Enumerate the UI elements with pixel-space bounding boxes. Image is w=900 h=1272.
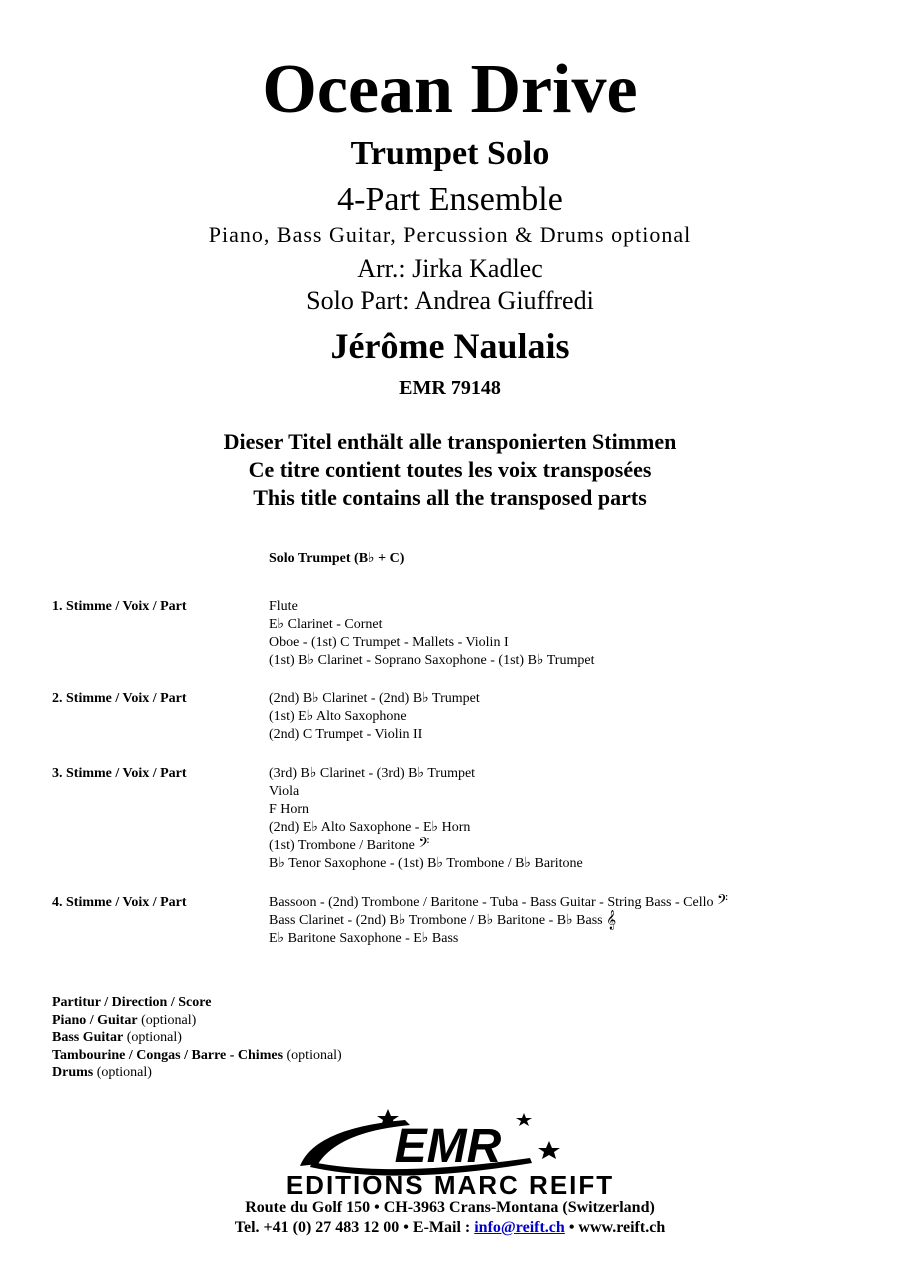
note-german: Dieser Titel enthält alle transponierten Stimmen: [223, 429, 677, 454]
part-3-label: 3. Stimme / Voix / Part: [52, 766, 187, 781]
part-instrument-line: (1st) E♭ Alto Saxophone: [269, 709, 407, 724]
part-instrument-text: Bass Clarinet - (2nd) B♭ Trombone / B♭ Baritone - B♭ Bass: [269, 913, 603, 928]
publisher-contact: Tel. +41 (0) 27 483 12 00 • E-Mail : info@reift.ch • www.reift.ch: [234, 1219, 666, 1236]
title: Ocean Drive: [262, 51, 638, 128]
bass-clef-icon: 𝄢: [717, 892, 728, 912]
part-instrument-line: Oboe - (1st) C Trumpet - Mallets - Violin I: [269, 635, 509, 650]
extra-parts-list: [52, 994, 342, 1082]
part-instrument-line: [269, 912, 728, 930]
catalog-number: EMR 79148: [399, 377, 501, 399]
part-2-instruments: [269, 690, 480, 744]
subtitle: Trumpet Solo: [350, 135, 550, 172]
part-1-instruments: [269, 598, 594, 670]
email-link[interactable]: info@reift.ch: [474, 1219, 565, 1236]
extra-part-item: Bass Guitar (optional): [52, 1030, 182, 1045]
part-instrument-line: F Horn: [269, 802, 310, 817]
part-instrument-text: Bassoon - (2nd) Trombone / Baritone - Tuba - Bass Guitar - String Bass - Cello: [269, 895, 714, 910]
ensemble: 4-Part Ensemble: [337, 181, 563, 218]
extra-part-item: Partitur / Direction / Score: [52, 995, 212, 1010]
publisher-address: Route du Golf 150 • CH-3963 Crans-Montana (Switzerland): [245, 1199, 655, 1216]
part-instrument-line: Viola: [269, 784, 300, 799]
instrumentation: Piano, Bass Guitar, Percussion & Drums optional: [208, 222, 692, 247]
part-1-label: 1. Stimme / Voix / Part: [52, 599, 187, 614]
part-instrument-line: B♭ Tenor Saxophone - (1st) B♭ Trombone / B♭ Baritone: [269, 856, 583, 871]
star-icon: [538, 1141, 560, 1159]
emr-logo: [230, 1106, 670, 1202]
extra-part-item: Drums (optional): [52, 1065, 152, 1080]
part-instrument-line: (2nd) C Trumpet - Violin II: [269, 727, 423, 742]
solo-trumpet-line: Solo Trumpet (B♭ + C): [269, 551, 405, 566]
svg-text:EMR: EMR: [394, 1120, 502, 1173]
bass-clef-icon: 𝄢: [418, 835, 430, 855]
arranger: Arr.: Jirka Kadlec: [357, 254, 543, 283]
part-instrument-line: [269, 894, 728, 912]
part-instrument-line: Flute: [269, 599, 298, 614]
extra-part-item: Piano / Guitar (optional): [52, 1012, 197, 1028]
part-instrument-line: (3rd) B♭ Clarinet - (3rd) B♭ Trumpet: [269, 766, 476, 781]
part-instrument-line: (1st) B♭ Clarinet - Soprano Saxophone - (1st) B♭ Trumpet: [269, 653, 595, 668]
composer: Jérôme Naulais: [330, 326, 570, 366]
solo-part-credit: Solo Part: Andrea Giuffredi: [306, 286, 594, 315]
extra-part-item: Tambourine / Congas / Barre - Chimes (optional): [52, 1047, 342, 1063]
part-instrument-line: E♭ Baritone Saxophone - E♭ Bass: [269, 931, 459, 946]
part-instrument-line: E♭ Clarinet - Cornet: [269, 617, 383, 632]
note-french: Ce titre contient toutes les voix transposées: [248, 457, 652, 482]
part-instrument-text: (1st) Trombone / Baritone: [269, 838, 415, 853]
part-2-label: 2. Stimme / Voix / Part: [52, 691, 187, 706]
part-3-instruments: [269, 765, 583, 873]
part-4-instruments: [269, 894, 728, 948]
treble-clef-icon: 𝄞: [606, 910, 617, 930]
part-4-label: 4. Stimme / Voix / Part: [52, 895, 187, 910]
part-instrument-line: (2nd) E♭ Alto Saxophone - E♭ Horn: [269, 820, 471, 835]
part-instrument-line: (2nd) B♭ Clarinet - (2nd) B♭ Trumpet: [269, 691, 480, 706]
part-instrument-line: [269, 837, 583, 855]
note-english: This title contains all the transposed parts: [253, 485, 647, 510]
star-icon: [516, 1113, 532, 1126]
svg-text:EDITIONS MARC REIFT: EDITIONS MARC REIFT: [285, 1170, 615, 1200]
